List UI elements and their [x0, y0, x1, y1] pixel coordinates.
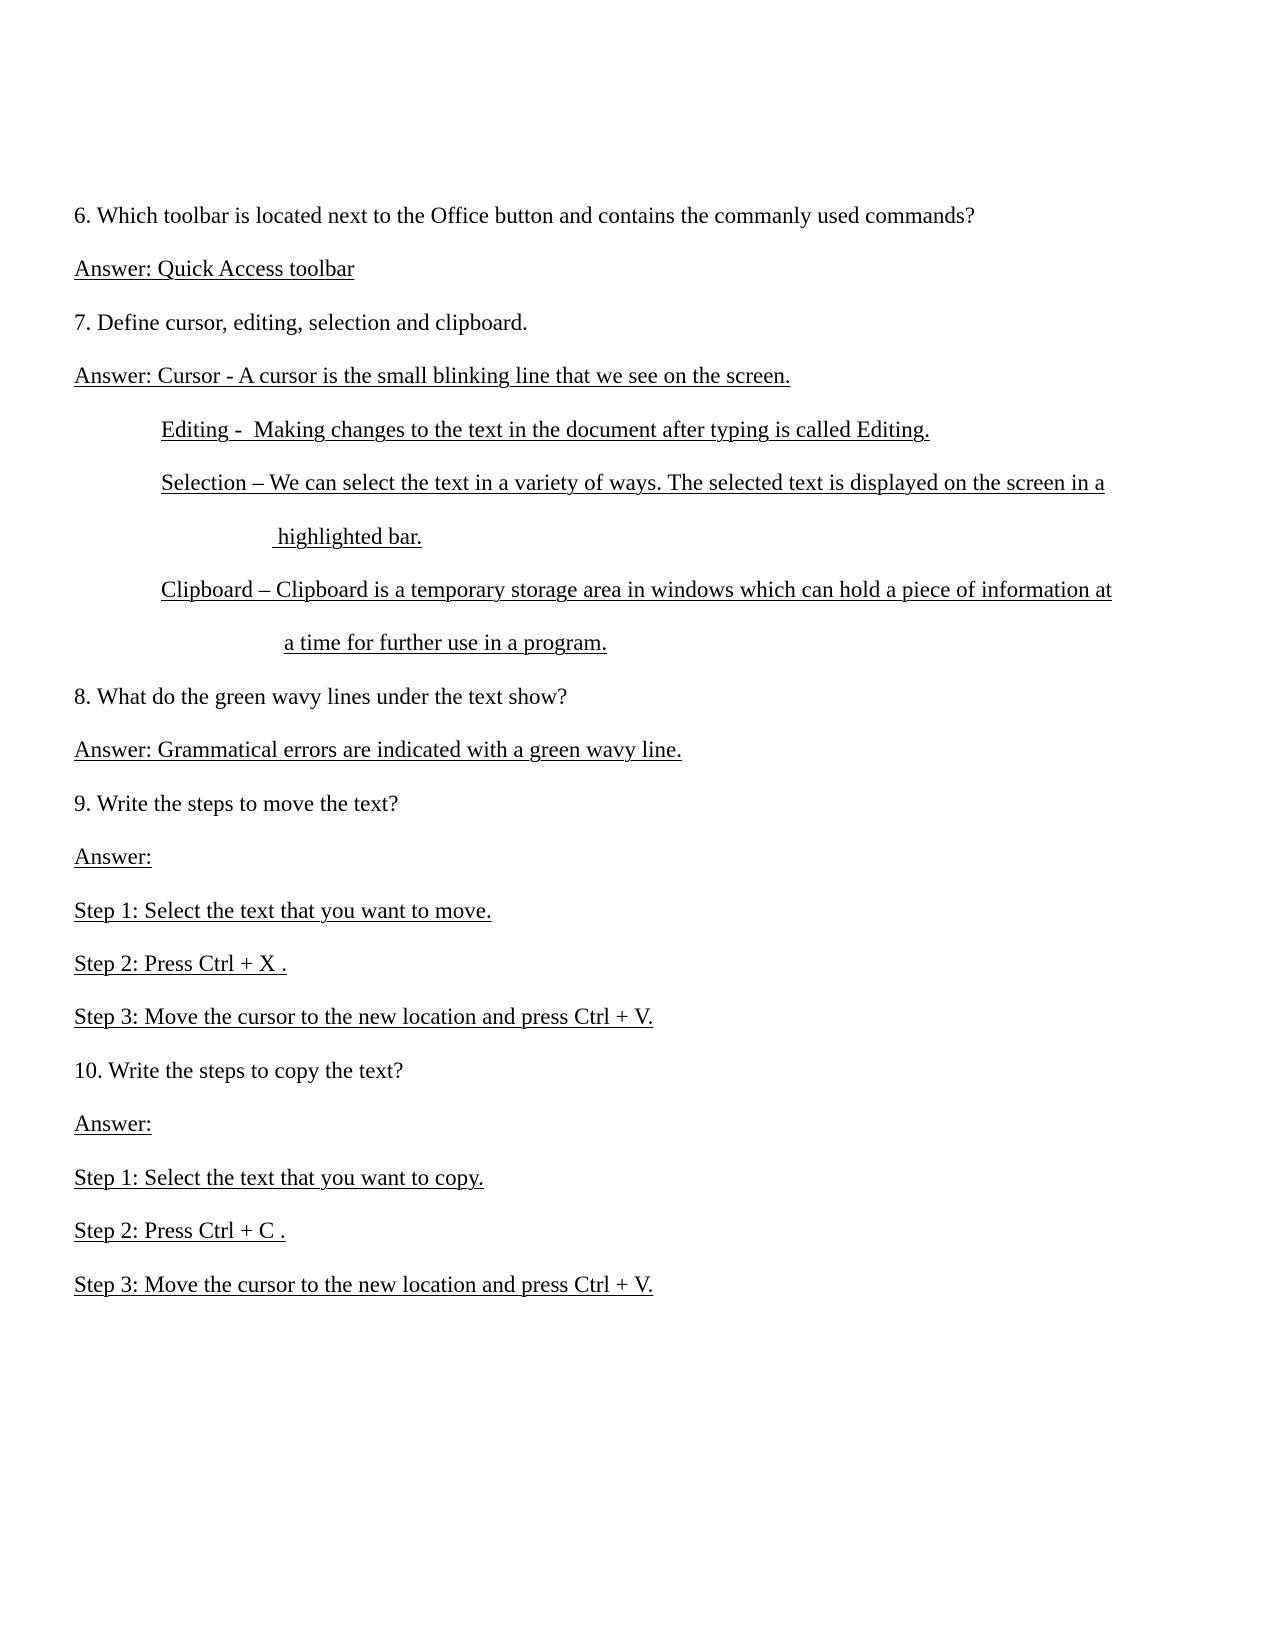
question-7: 7. Define cursor, editing, selection and clipboard.	[74, 310, 528, 335]
answer-9-label: Answer:	[74, 844, 152, 869]
answer-10-step-2: Step 2: Press Ctrl + C .	[74, 1218, 286, 1243]
answer-7-selection-line2: highlighted bar.	[272, 524, 423, 549]
answer-9-step-1: Step 1: Select the text that you want to move.	[74, 898, 492, 923]
question-8: 8. What do the green wavy lines under the text show?	[74, 684, 568, 709]
question-6: 6. Which toolbar is located next to the Office button and contains the commanly used commands?	[74, 203, 976, 228]
question-10: 10. Write the steps to copy the text?	[74, 1058, 404, 1083]
answer-10-step-3: Step 3: Move the cursor to the new location and press Ctrl + V.	[74, 1272, 654, 1297]
answer-7-selection-line1: Selection – We can select the text in a variety of ways. The selected text is displayed on the screen in a	[161, 470, 1105, 495]
answer-7-cursor: Answer: Cursor - A cursor is the small blinking line that we see on the screen.	[74, 363, 791, 388]
answer-10-label: Answer:	[74, 1111, 152, 1136]
answer-8: Answer: Grammatical errors are indicated with a green wavy line.	[74, 737, 682, 762]
answer-9-step-2: Step 2: Press Ctrl + X .	[74, 951, 287, 976]
answer-10-step-1: Step 1: Select the text that you want to copy.	[74, 1165, 484, 1190]
answer-7-clipboard-line2: a time for further use in a program.	[284, 630, 608, 655]
question-9: 9. Write the steps to move the text?	[74, 791, 399, 816]
answer-9-step-3: Step 3: Move the cursor to the new location and press Ctrl + V.	[74, 1004, 654, 1029]
answer-6: Answer: Quick Access toolbar	[74, 256, 355, 281]
answer-7-clipboard-line1: Clipboard – Clipboard is a temporary storage area in windows which can hold a piece of information at	[161, 577, 1113, 602]
answer-7-editing: Editing - Making changes to the text in the document after typing is called Editing.	[161, 417, 931, 442]
